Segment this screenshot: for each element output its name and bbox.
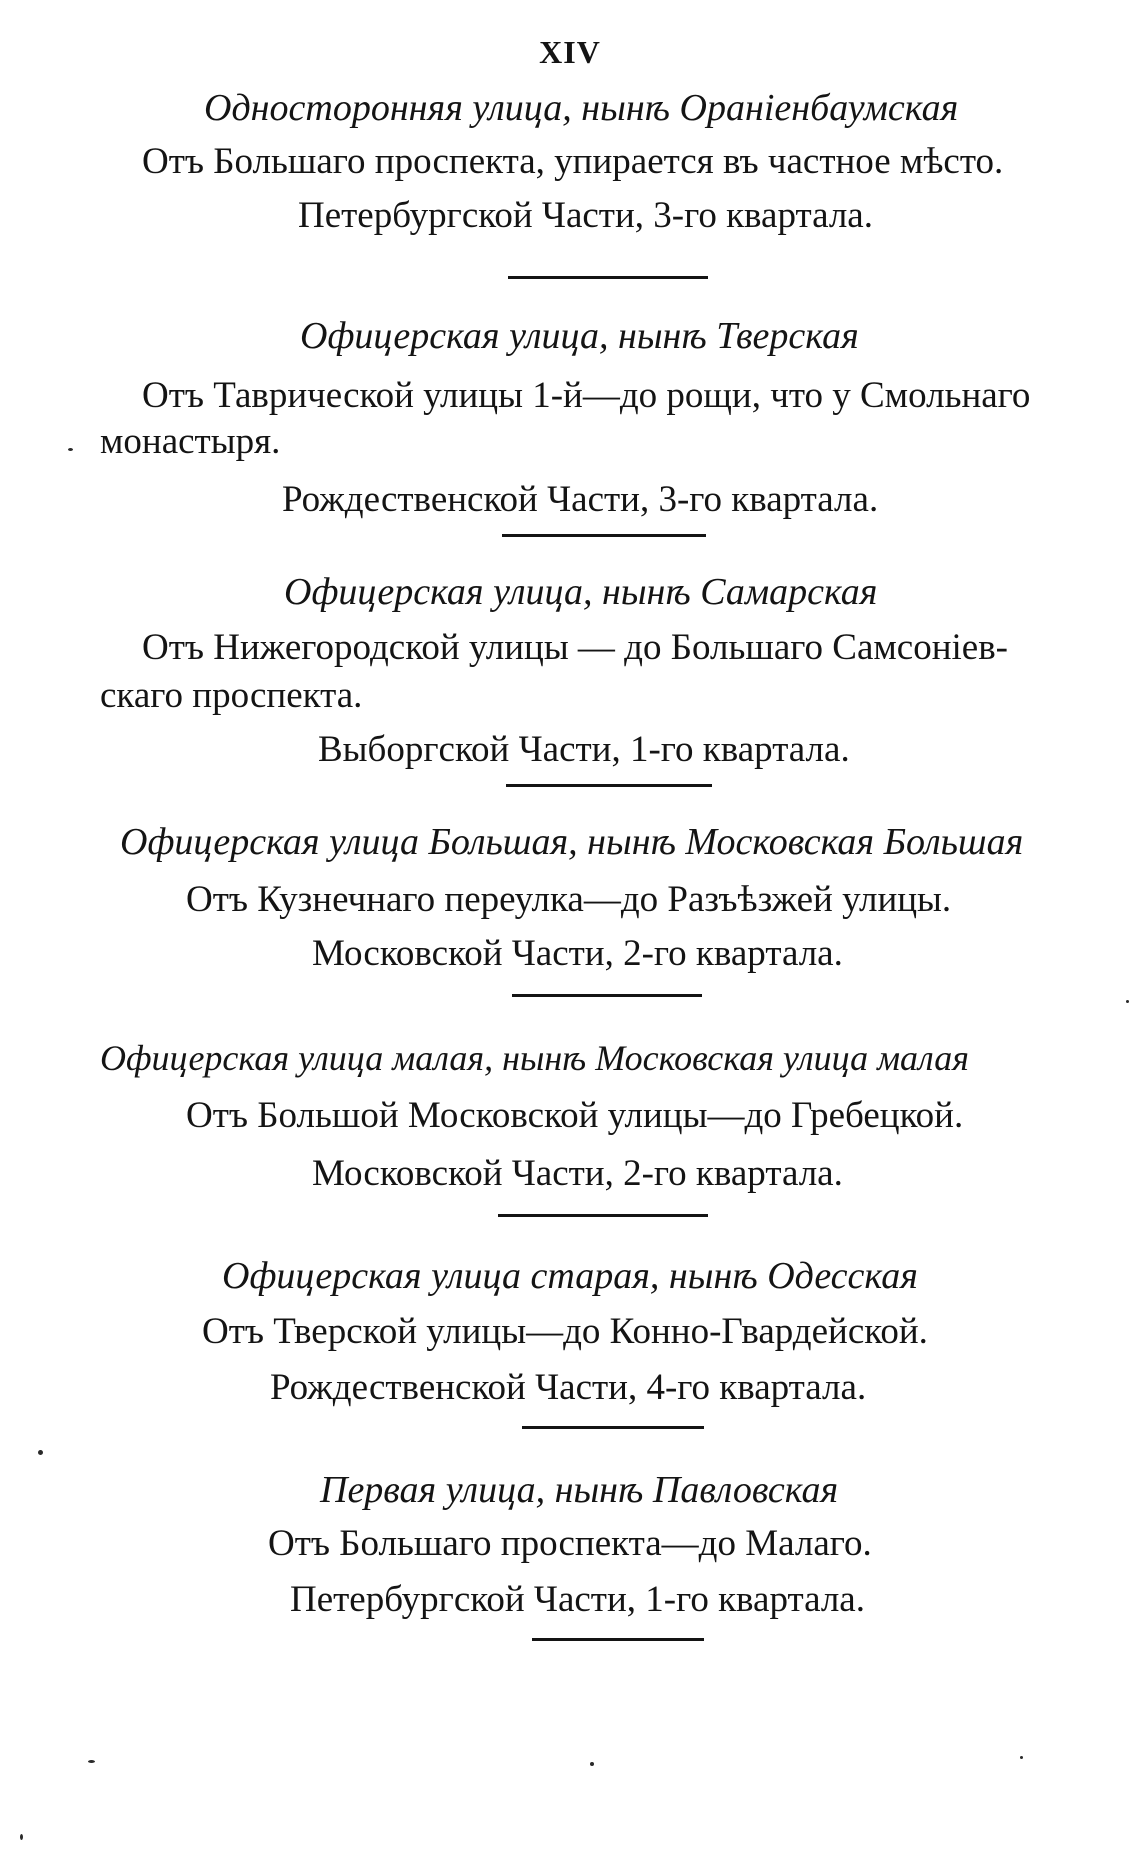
entry-divider bbox=[506, 784, 712, 787]
scan-speck bbox=[20, 1834, 23, 1840]
entry-route: Отъ Большаго проспекта—до Малаго. bbox=[268, 1523, 872, 1564]
entry-divider bbox=[512, 994, 702, 997]
entry-district: Московской Части, 2-го квартала. bbox=[312, 933, 843, 974]
entry-title: Офицерская улица, нынѣ Самарская bbox=[284, 571, 878, 613]
entry-route-continued: монастыря. bbox=[100, 421, 281, 462]
entry-district: Рождественской Части, 3-го квартала. bbox=[282, 479, 879, 520]
entry-route: Отъ Большой Московской улицы—до Гребецкой. bbox=[186, 1095, 964, 1136]
entry-title: Первая улица, нынѣ Павловская bbox=[320, 1469, 839, 1511]
entry-district: Выборгской Части, 1-го квартала. bbox=[318, 729, 850, 770]
scan-speck bbox=[1020, 1756, 1023, 1759]
entry-divider bbox=[502, 534, 706, 537]
entry-district: Петербургской Части, 1-го квартала. bbox=[290, 1579, 865, 1620]
entry-title: Офицерская улица малая, нынѣ Московская улица малая bbox=[100, 1038, 969, 1078]
scan-speck bbox=[68, 448, 73, 451]
entry-divider bbox=[498, 1214, 708, 1217]
scan-speck bbox=[590, 1762, 594, 1766]
entry-district: Петербургской Части, 3-го квартала. bbox=[298, 195, 873, 236]
entry-route: Отъ Тверской улицы—до Конно-Гвардейской. bbox=[202, 1311, 928, 1352]
page-number: XIV bbox=[539, 34, 601, 70]
entry-route: Отъ Нижегородской улицы — до Большаго Самсоніев- bbox=[142, 627, 1008, 668]
scan-speck bbox=[38, 1450, 43, 1455]
entry-title: Офицерская улица Большая, нынѣ Московская Большая bbox=[120, 821, 1024, 863]
entry-district: Рождественской Части, 4-го квартала. bbox=[270, 1367, 867, 1408]
entry-route: Отъ Таврической улицы 1-й—до рощи, что у Смольнаго bbox=[142, 375, 1031, 416]
entry-title: Офицерская улица, нынѣ Тверская bbox=[300, 315, 859, 357]
entry-route: Отъ Кузнечнаго переулка—до Разъѣзжей улицы. bbox=[186, 879, 952, 920]
entry-route-continued: скаго проспекта. bbox=[100, 675, 363, 716]
scan-speck bbox=[88, 1760, 95, 1763]
entry-district: Московской Части, 2-го квартала. bbox=[312, 1153, 843, 1194]
entry-divider bbox=[522, 1426, 704, 1429]
entry-divider bbox=[508, 276, 708, 279]
entry-title: Офицерская улица старая, нынѣ Одесская bbox=[222, 1255, 918, 1297]
entry-title: Односторонняя улица, нынѣ Ораніенбаумская bbox=[204, 87, 959, 129]
entry-divider bbox=[532, 1638, 704, 1641]
entry-route: Отъ Большаго проспекта, упирается въ частное мѣсто. bbox=[142, 141, 1004, 182]
scan-speck bbox=[1126, 1000, 1129, 1003]
